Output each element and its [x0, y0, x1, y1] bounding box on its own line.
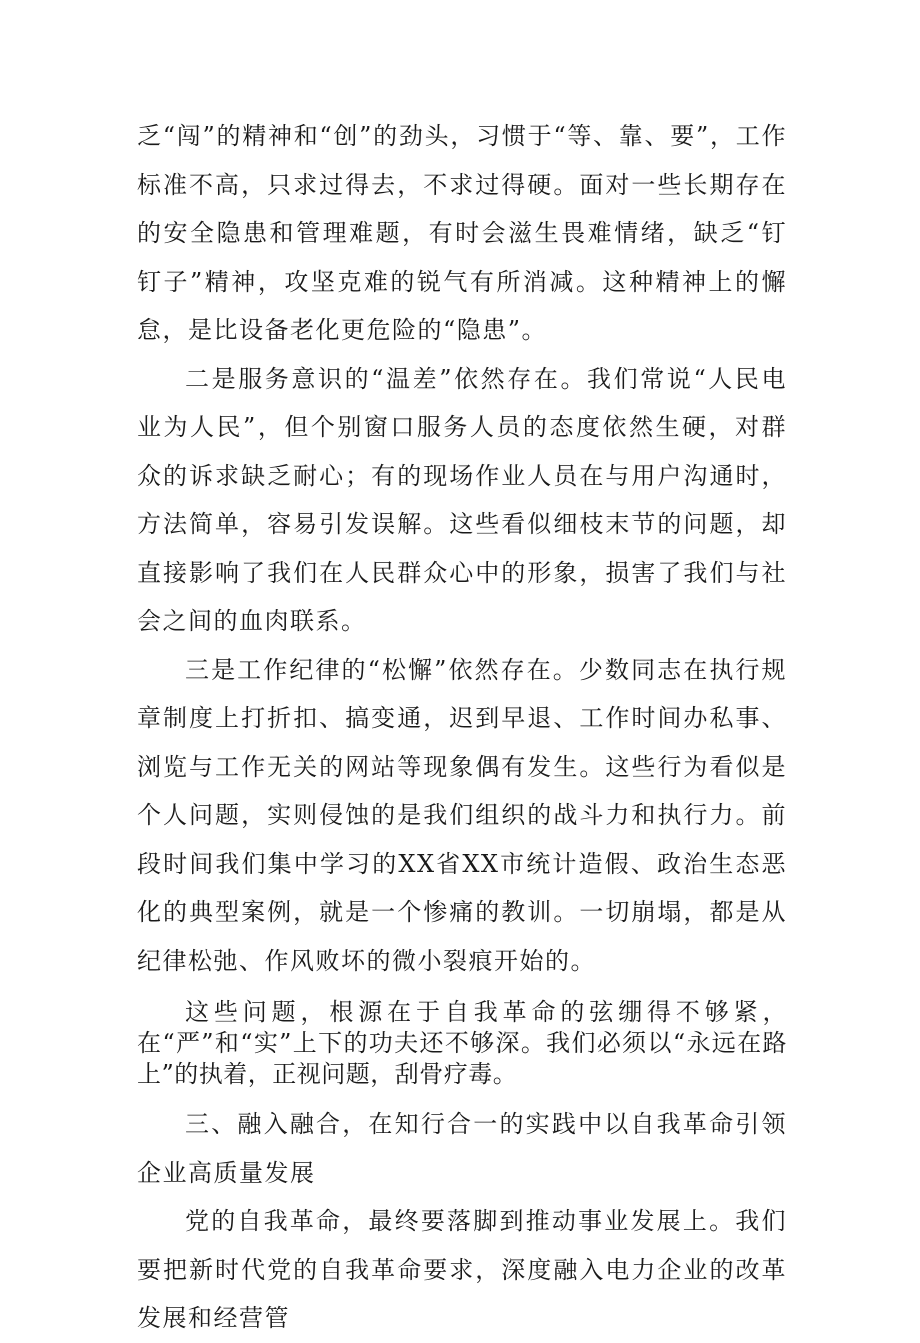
paragraph-root-cause: 这些问题，根源在于自我革命的弦绷得不够紧，在“严”和“实”上下的功夫还不够深。我们必须以“永远在路上”的执着，正视问题，刮骨疗毒。 — [137, 998, 787, 1088]
paragraph-continuation: 乏“闯”的精神和“创”的劲头，习惯于“等、靠、要”，工作标准不高，只求过得去，不求过得硬。面对一些长期存在的安全隐患和管理难题，有时会滋生畏难情绪，缺乏“钉钉子”精神，攻坚克难的锐气有所消减。这种精神上的懈怠，是比设备老化更危险的“隐患”。 — [137, 122, 787, 344]
paragraph-self-revolution: 党的自我革命，最终要落脚到推动事业发展上。我们要把新时代党的自我革命要求，深度融入电力企业的改革发展和经营管 — [137, 1207, 787, 1332]
paragraph-work-discipline: 三是工作纪律的“松懈”依然存在。少数同志在执行规章制度上打折扣、搞变通，迟到早退、工作时间办私事、浏览与工作无关的网站等现象偶有发生。这些行为看似是个人问题，实则侵蚀的是我们组织的战斗力和执行力。前段时间我们集中学习的XX省XX市统计造假、政治生态恶化的典型案例，就是一个惨痛的教训。一切崩塌，都是从纪律松弛、作风败坏的微小裂痕开始的。 — [137, 655, 787, 975]
paragraph-service-awareness: 二是服务意识的“温差”依然存在。我们常说“人民电业为人民”，但个别窗口服务人员的态度依然生硬，对群众的诉求缺乏耐心；有的现场作业人员在与用户沟通时，方法简单，容易引发误解。这些看似细枝末节的问题，却直接影响了我们在人民群众心中的形象，损害了我们与社会之间的血肉联系。 — [137, 364, 787, 635]
section-heading-three: 三、融入融合，在知行合一的实践中以自我革命引领企业高质量发展 — [137, 1110, 787, 1187]
document-body — [137, 112, 787, 1343]
